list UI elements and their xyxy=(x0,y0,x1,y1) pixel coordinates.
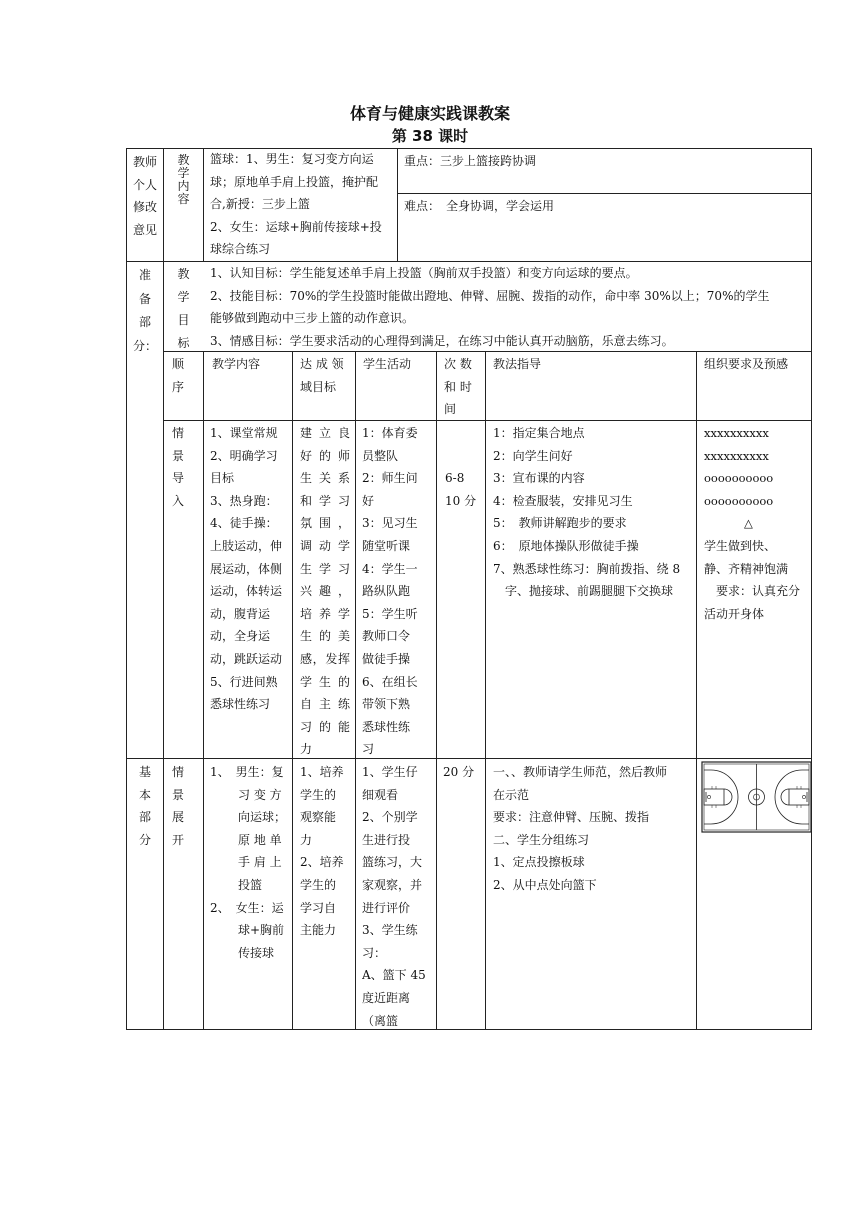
basketball-court-icon xyxy=(701,760,812,834)
row1-time: 6-8 10 分 xyxy=(445,471,477,508)
row1-order: 情 景 导 入 xyxy=(172,426,185,508)
formation-row: oooooooooo xyxy=(704,471,774,486)
row1-activity: 1：体育委 员整队 2：师生问 好 3：见习生 随堂听课 4：学生一 路纵队跑 5：学生听 教师口令 做徒手操 6、在组长 带领下熟 悉球性练 习 xyxy=(362,426,418,757)
page-title: 体育与健康实践课教案 xyxy=(349,104,510,123)
header-content: 教学内容 xyxy=(212,357,261,371)
difficulty: 难点： 全身协调，学会运用 xyxy=(404,199,555,213)
formation-row: xxxxxxxxxx xyxy=(704,448,769,463)
teaching-content-label: 教 学 内 容 xyxy=(177,154,190,206)
formation-row: xxxxxxxxxx xyxy=(704,426,769,440)
header-org: 组织要求及预感 xyxy=(704,357,789,371)
row2-domain: 1、培养 学生的 观察能 力 2、培养 学生的 学习自 主能力 xyxy=(300,765,344,938)
formation-row: oooooooooo xyxy=(704,493,774,508)
teaching-content-text: 篮球：1、男生：复习变方向运 球；原地单手肩上投篮，掩护配 合,新授：三步上篮 2、女生：运球+胸前传接球+投 球综合练习 xyxy=(210,152,382,257)
basic-section-label: 基 本 部 分 xyxy=(138,765,151,847)
row1-content: 1、课堂常规 2、明确学习 目标 3、热身跑： 4、徒手操： 上肢运动，伸 展运动，体侧 运动，体转运 动，腹背运 动，全身运 动，跳跃运动 5、行进间熟 悉球性练习 xyxy=(210,426,283,712)
row2-time: 20 分 xyxy=(443,765,475,779)
row2-order: 情 景 展 开 xyxy=(172,765,185,847)
row1-domain: 建立良 好的师 生关系 和学习 氛围， 调动学 生学习 兴趣， 培养学 生的美 感，发挥 学生的 自主练 习的能 力 xyxy=(300,426,350,757)
header-domain: 达 成 领 域目标 xyxy=(300,357,344,394)
teacher-edit-label: 教师 个人 修改 意见 xyxy=(132,155,157,237)
header-order: 顺 序 xyxy=(172,357,185,394)
row2-method: 一、、教师请学生师范，然后教师 在示范 要求：注意伸臂、压腕、拨指 二、学生分组练习 1、定点投擦板球 2、从中点处向篮下 xyxy=(493,765,668,892)
row1-org: xxxxxxxxxx xxxxxxxxxx oooooooooo oooooooooo △ 学生做到快、 静、齐精神饱满 要求：认真充分 活动开身体 xyxy=(704,422,810,625)
teacher-triangle-icon: △ xyxy=(744,516,753,531)
row2-activity: 1、学生仔 细观看 2、个别学 生进行投 篮练习，大 家观察，并 进行评价 3、学生练 习： A、篮下 45 度近距离 （离篮 xyxy=(362,765,426,1028)
row2-content: 1、 男生：复 习 变 方 向运球； 原 地 单 手 肩 上 投篮 2、 女生：运 球+胸前 传接球 xyxy=(210,765,287,960)
goals-text: 1、认知目标：学生能复述单手肩上投篮（胸前双手投篮）和变方向运球的要点。 2、技能目标：70%的学生投篮时能做出蹬地、伸臂、屈腕、拨指的动作，命中率 30%以上；70%的学生 能够做到跑动中三步上篮的动作意识。 3、情感目标：学生要求活动的心理得到满足，在练习中能认真开动脑筋，乐意去练习。 xyxy=(210,266,770,348)
lesson-number: 第 38 课时 xyxy=(391,127,469,145)
header-activity: 学生活动 xyxy=(363,357,412,371)
header-method: 教法指导 xyxy=(493,357,542,371)
key-point: 重点：三步上篮接跨协调 xyxy=(404,154,537,168)
goals-label: 教 学 目 标 xyxy=(177,267,190,350)
header-time: 次 数 和 时 间 xyxy=(444,357,472,417)
row1-method: 1：指定集合地点 2：向学生问好 3：宣布课的内容 4：检查服装，安排见习生 5： 教师讲解跑步的要求 6： 原地体操队形做徒手操 7、熟悉球性练习：胸前拨指、绕 8 字、抛接球、前踢腿腿下交换球 xyxy=(493,426,681,599)
prep-section-label: 准 备 部 分： xyxy=(132,268,157,353)
